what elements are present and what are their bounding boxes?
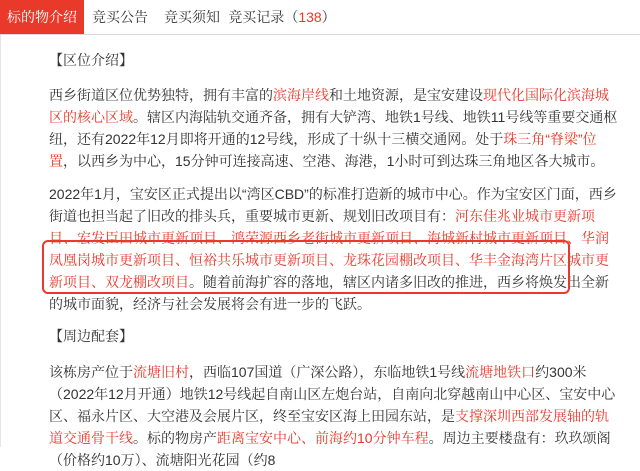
highlighted-text: 河东佳兆业城市更新项目、宏发臣田城市更新项目、鸿荣源西乡老街城市更新项目、海城新村城市更新项目、华润凤凰岗城市更新项目、恒裕共乐城市更新项目、龙珠花园棚改项目、华丰金海湾片区城市更新项目、双龙棚改项目 [49, 208, 609, 290]
paragraph-text: ，西临107国道（广深公路），东临地铁1号线 [189, 364, 466, 380]
highlighted-text: 滨海岸线 [273, 87, 329, 103]
paragraph-text: 。标的物房产 [133, 430, 217, 446]
highlighted-text: 现代化国际化滨海城区的核心区域 [49, 87, 609, 125]
count-paren-open: （ [284, 9, 299, 25]
paragraph-text: 。随着前海扩容的落地，辖区内诸多旧改的推进，西乡将焕发出全新的城市面貌，经济与社会发展将会有进一步的飞跃。 [49, 274, 609, 312]
paragraph-text: 和土地资源，是宝安建设 [329, 87, 483, 103]
highlighted-text: 流塘旧村 [133, 364, 189, 380]
highlighted-text: 流塘地铁口 [465, 364, 536, 380]
paragraph-text: ，以西乡为中心，15分钟可连接高速、空港、海港，1小时可到达珠三角地区各大城市。 [63, 153, 605, 169]
count-paren-close: ） [321, 9, 336, 25]
bid-count-badge: 138 [298, 9, 322, 25]
tab-auction-notice[interactable] [84, 0, 156, 34]
surroundings-paragraph-1 [49, 361, 619, 471]
tab-label: 竞买记录 [228, 9, 285, 25]
item-description-panel [0, 35, 640, 468]
section-heading-location: 【区位介绍】 [49, 52, 133, 68]
location-paragraph-1 [49, 84, 619, 172]
paragraph-text: 约300米（2022年12月开通）地铁12号线起自南山区左炮台站，自南向北穿越南山中心区、宝安中心区、福永片区、大空港及会展片区，终至宝安区海上田园东站，是 [49, 364, 616, 424]
highlighted-text: 距离宝安中心、前海约10分钟车程 [217, 430, 429, 446]
highlighted-text: 支撑深圳西部发展轴的轨道交通骨干线 [49, 408, 609, 446]
section-heading-surroundings: 【周边配套】 [49, 328, 133, 344]
paragraph-text: 西乡街道区位优势独特，拥有丰富的 [49, 87, 273, 103]
tab-auction-rules[interactable] [156, 0, 228, 34]
tab-bid-records[interactable] [228, 0, 336, 34]
tab-label: 标的物介绍 [7, 9, 77, 25]
highlight-box [42, 240, 570, 294]
tab-bar [0, 0, 640, 35]
paragraph-text: 。辖区内海陆轨交通齐备，拥有大铲湾、地铁1号线、地铁11号线等重要交通枢纽，还有2022年12月即将开通的12号线，形成了十纵十三横交通网。处于 [49, 109, 618, 147]
highlighted-text: 珠三角“脊梁”位置 [49, 131, 597, 169]
paragraph-text: 2022年1月，宝安区正式提出以“湾区CBD”的标准打造新的城市中心。作为宝安区门面，西乡街道也担当起了旧改的排头兵，重要城市更新、规划旧改项目有： [49, 186, 617, 224]
paragraph-text: 该栋房产位于 [49, 364, 133, 380]
tab-label: 竞买公告 [92, 9, 148, 25]
tab-item-intro[interactable] [0, 0, 84, 34]
tab-label: 竞买须知 [164, 9, 220, 25]
paragraph-text: 。周边主要楼盘有：玖玖颂阁（价格约10万）、流塘阳光花园（约8 [49, 430, 611, 468]
